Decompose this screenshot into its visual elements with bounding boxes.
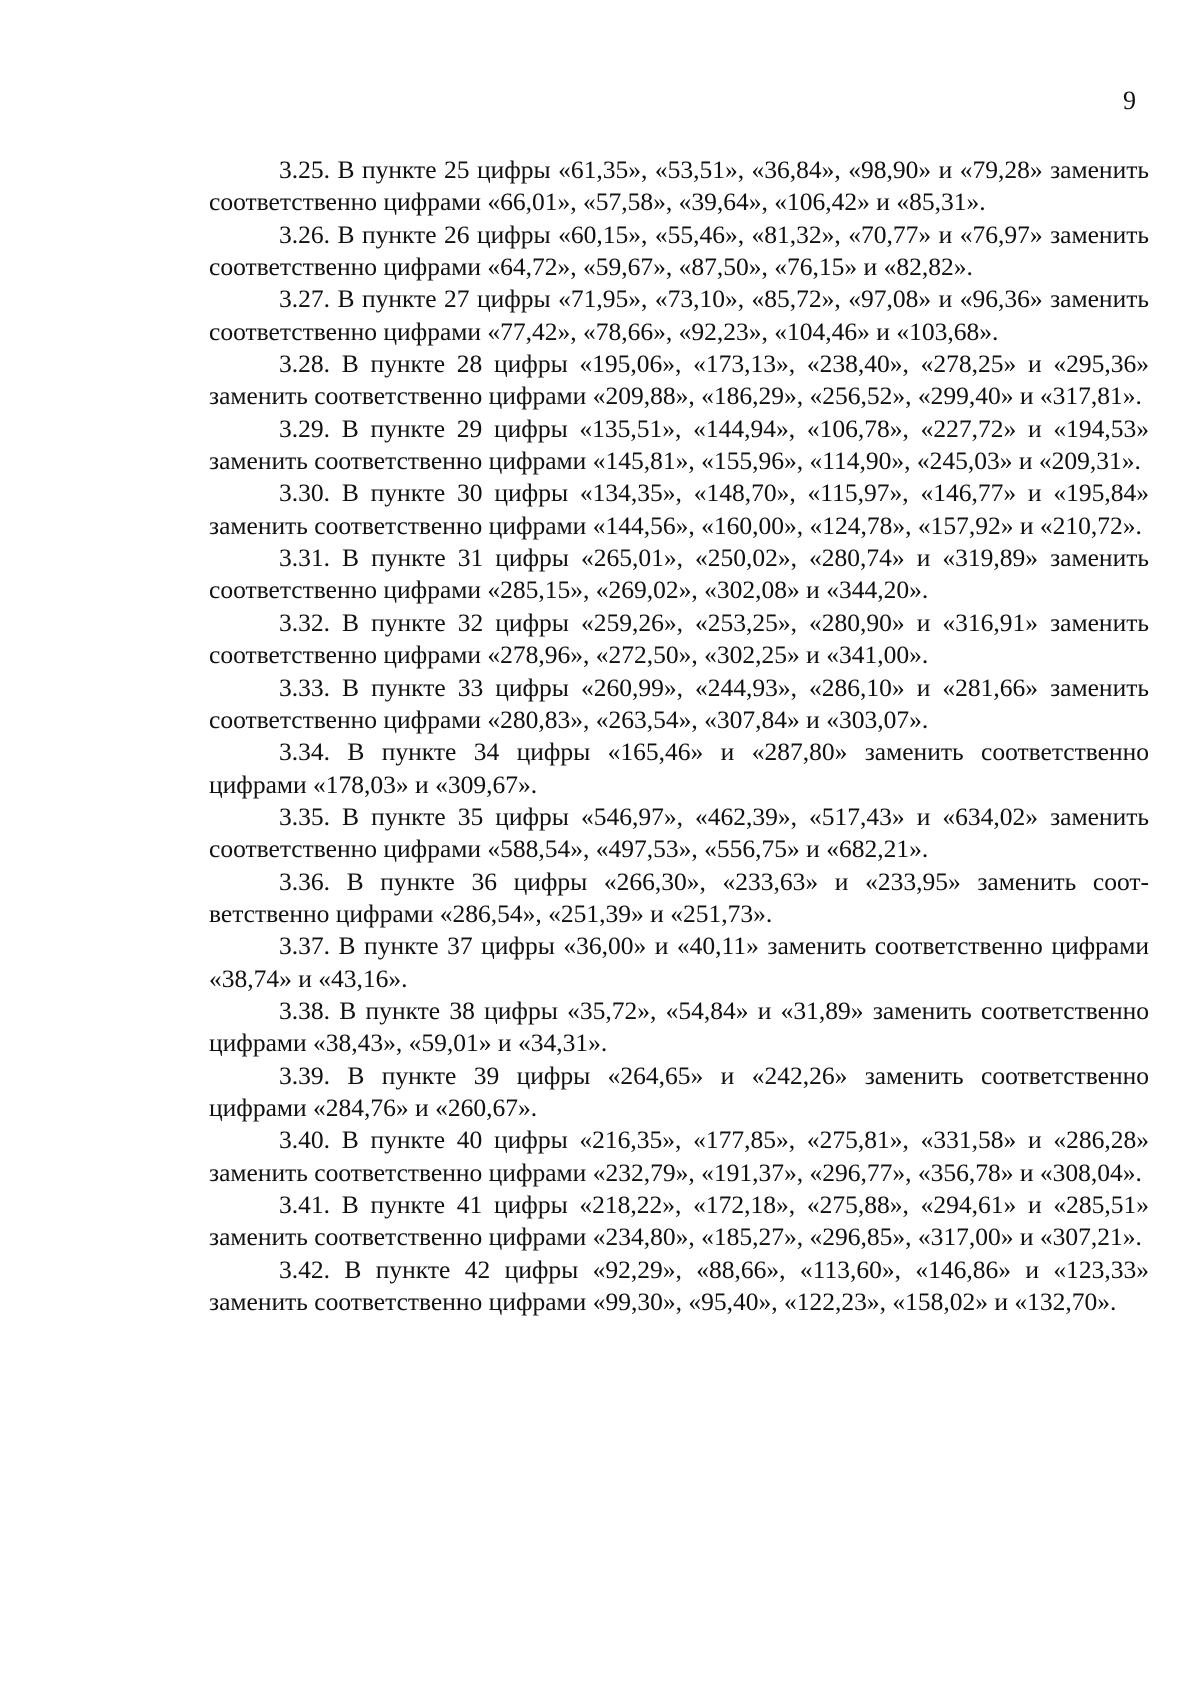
amendment-paragraph: 3.42. В пункте 42 цифры «92,29», «88,66», «113,60», «146,86» и «123,33» заменить соответственно цифрами «99,30», «95,40», «122,23», «158,02» и «132,70».	[209, 1254, 1149, 1317]
page-number: 9	[1123, 86, 1136, 115]
amendment-paragraph: 3.39. В пункте 39 цифры «264,65» и «242,26» заменить соответственно цифрами «284,76» и «260,67».	[209, 1060, 1149, 1122]
amendment-paragraph: 3.41. В пункте 41 цифры «218,22», «172,18», «275,88», «294,61» и «285,51» заменить соответственно цифрами «234,80», «185,27», «296,85», «317,00» и «307,21».	[209, 1190, 1149, 1252]
amendment-paragraph: 3.30. В пункте 30 цифры «134,35», «148,70», «115,97», «146,77» и «195,84» заменить соответственно цифрами «144,56», «160,00», «124,78», «157,92» и «210,72».	[209, 478, 1149, 540]
amendment-paragraph: 3.35. В пункте 35 цифры «546,97», «462,39», «517,43» и «634,02» заменить соответственно цифрами «588,54», «497,53», «556,75» и «682,21».	[209, 801, 1149, 864]
amendment-paragraph: 3.38. В пункте 38 цифры «35,72», «54,84» и «31,89» заменить соответственно цифрами «38,43», «59,01» и «34,31».	[209, 995, 1149, 1058]
amendment-paragraph: 3.28. В пункте 28 цифры «195,06», «173,13», «238,40», «278,25» и «295,36» заменить соответственно цифрами «209,88», «186,29», «256,52», «299,40» и «317,81».	[209, 349, 1149, 411]
amendment-paragraph: 3.33. В пункте 33 цифры «260,99», «244,93», «286,10» и «281,66» заменить соответственно цифрами «280,83», «263,54», «307,84» и «303,07».	[209, 672, 1149, 734]
amendment-paragraph: 3.37. В пункте 37 цифры «36,00» и «40,11» заменить соответственно цифрами «38,74» и «43,16».	[209, 931, 1149, 993]
amendment-paragraph: 3.29. В пункте 29 цифры «135,51», «144,94», «106,78», «227,72» и «194,53» заменить соответственно цифрами «145,81», «155,96», «114,90», «245,03» и «209,31».	[209, 413, 1149, 476]
amendment-paragraph: 3.31. В пункте 31 цифры «265,01», «250,02», «280,74» и «319,89» заменить соответственно цифрами «285,15», «269,02», «302,08» и «344,20».	[209, 543, 1149, 605]
amendment-paragraph: 3.36. В пункте 36 цифры «266,30», «233,63» и «233,95» заменить соответственно цифрами «286,54», «251,39» и «251,73».	[209, 866, 1149, 928]
amendment-paragraph: 3.32. В пункте 32 цифры «259,26», «253,25», «280,90» и «316,91» заменить соответственно цифрами «278,96», «272,50», «302,25» и «341,00».	[209, 607, 1149, 670]
amendment-paragraph: 3.34. В пункте 34 цифры «165,46» и «287,80» заменить соответственно цифрами «178,03» и «309,67».	[209, 737, 1149, 799]
amendments-list	[209, 154, 1149, 1318]
amendment-paragraph: 3.25. В пункте 25 цифры «61,35», «53,51», «36,84», «98,90» и «79,28» заменить соответственно цифрами «66,01», «57,58», «39,64», «106,42» и «85,31».	[209, 155, 1149, 217]
amendment-paragraph: 3.40. В пункте 40 цифры «216,35», «177,85», «275,81», «331,58» и «286,28» заменить соответственно цифрами «232,79», «191,37», «296,77», «356,78» и «308,04».	[209, 1125, 1149, 1187]
amendment-paragraph: 3.27. В пункте 27 цифры «71,95», «73,10», «85,72», «97,08» и «96,36» заменить соответственно цифрами «77,42», «78,66», «92,23», «104,46» и «103,68».	[209, 284, 1149, 346]
amendment-paragraph: 3.26. В пункте 26 цифры «60,15», «55,46», «81,32», «70,77» и «76,97» заменить соответственно цифрами «64,72», «59,67», «87,50», «76,15» и «82,82».	[209, 219, 1149, 282]
